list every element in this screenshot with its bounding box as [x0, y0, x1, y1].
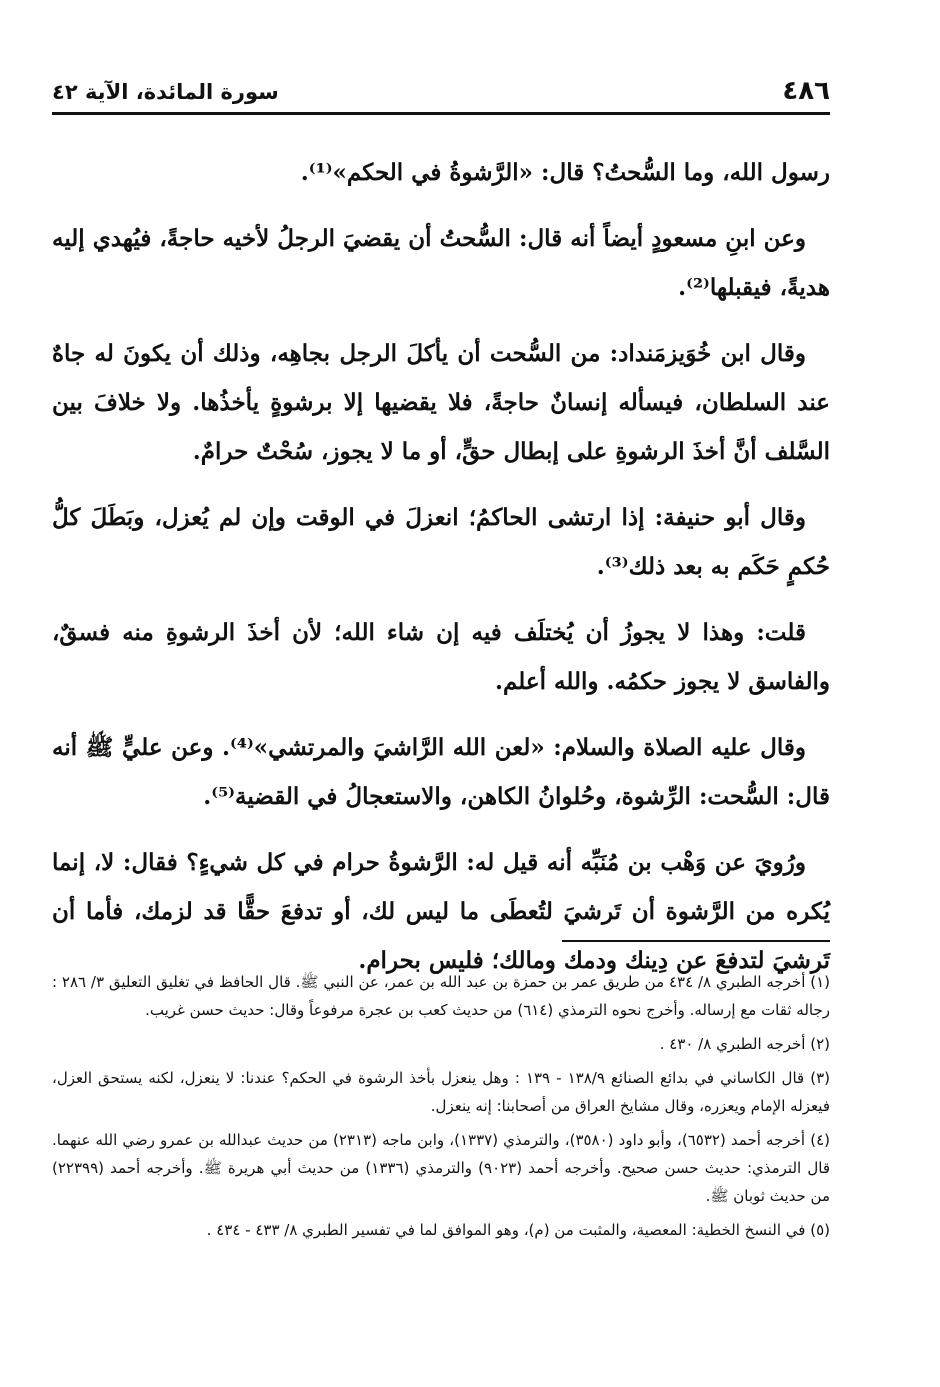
- paragraph: وقال ابن خُوَيزمَنداد: من السُّحت أن يأكلَ الرجل بجاهِه، وذلك أن يكونَ له جاهٌ عند السلطان، فيسأله إنسانٌ حاجةً، فلا يقضيها إلا برشوةٍ يأخذُها. ولا خلافَ بين السَّلف أنَّ أخذَ الرشوةِ على إبطال حقٍّ، أو ما لا يجوز، سُحْتٌ حرامٌ.: [52, 340, 830, 465]
- footnotes: [52, 968, 830, 1250]
- footnote: (٢) أخرجه الطبري ٨/ ٤٣٠ .: [659, 1035, 830, 1053]
- paragraph: قلت: وهذا لا يجوزُ أن يُختلَف فيه إن شاء الله؛ لأن أخذَ الرشوةِ منه فسقٌ، والفاسق لا يجوز حكمُه. والله أعلم.: [52, 619, 830, 695]
- paragraph: رسول الله، وما السُّحتُ؟ قال: «الرَّشوةُ في الحكم»⁽¹⁾.: [300, 159, 830, 186]
- paragraph: وعن ابنِ مسعودٍ أيضاً أنه قال: السُّحتُ أن يقضيَ الرجلُ لأخيه حاجةً، فيُهدي إليه هديةً، فيقبلها⁽²⁾.: [52, 225, 830, 301]
- footnote: (٣) قال الكاساني في بدائع الصنائع ١٣٨/٩ - ١٣٩ : وهل ينعزل بأخذ الرشوة في الحكم؟ عندنا: لا ينعزل، لكنه يستحق العزل، فيعزله الإمام ويعزره، وقال مشايخ العراق من أصحابنا: إنه ينعزل.: [52, 1069, 830, 1115]
- running-title: سورة المائدة، الآية ٤٢: [52, 80, 279, 104]
- main-text: [52, 148, 830, 1002]
- page-number: ٤٨٦: [782, 76, 830, 106]
- footnote-divider: [562, 940, 830, 942]
- footnote: (١) أخرجه الطبري ٨/ ٤٣٤ من طريق عمر بن حمزة بن عبد الله بن عمر، عن النبي ﷺ. قال الحافظ في تغليق التعليق ٣/ ٢٨٦ : رجاله ثقات مع إرساله. وأخرج نحوه الترمذي (٦١٤) من حديث كعب بن عجرة مرفوعاً وقال: حديث حسن غريب.: [52, 973, 830, 1019]
- page-header: [52, 72, 830, 115]
- footnote: (٤) أخرجه أحمد (٦٥٣٢)، وأبو داود (٣٥٨٠)، والترمذي (١٣٣٧)، وابن ماجه (٢٣١٣) من حديث عبدالله بن عمرو رضي الله عنهما. قال الترمذي: حديث حسن صحيح. وأخرجه أحمد (٩٠٢٣) والترمذي (١٣٣٦) من حديث أبي هريرة ﷺ. وأخرجه أحمد (٢٢٣٩٩) من حديث ثوبان ﷺ.: [52, 1131, 831, 1205]
- paragraph: ورُويَ عن وَهْب بن مُنَبِّه أنه قيل له: الرَّشوةُ حرام في كل شيءٍ؟ فقال: لا، إنما يُكره من الرَّشوة أن تَرشيَ لتُعطَى ما ليس لك، أو تدفعَ حقًّا قد لزمك، فأما أن تَرشيَ لتدفعَ عن دِينك ودمك ومالك؛ فليس بحرام.: [52, 849, 830, 974]
- paragraph: وقال أبو حنيفة: إذا ارتشى الحاكمُ؛ انعزلَ في الوقت وإن لم يُعزل، وبَطَلَ كلُّ حُكمٍ حَكَم به بعد ذلك⁽³⁾.: [52, 504, 830, 580]
- footnote: (٥) في النسخ الخطية: المعصية، والمثبت من (م)، وهو الموافق لما في تفسير الطبري ٨/ ٤٣٣ - ٤٣٤ .: [206, 1221, 830, 1239]
- paragraph: وقال عليه الصلاة والسلام: «لعن الله الرَّاشيَ والمرتشي»⁽⁴⁾. وعن عليٍّ ﷺ أنه قال: السُّحت: الرِّشوة، وحُلوانُ الكاهن، والاستعجالُ في القضية⁽⁵⁾.: [52, 734, 830, 810]
